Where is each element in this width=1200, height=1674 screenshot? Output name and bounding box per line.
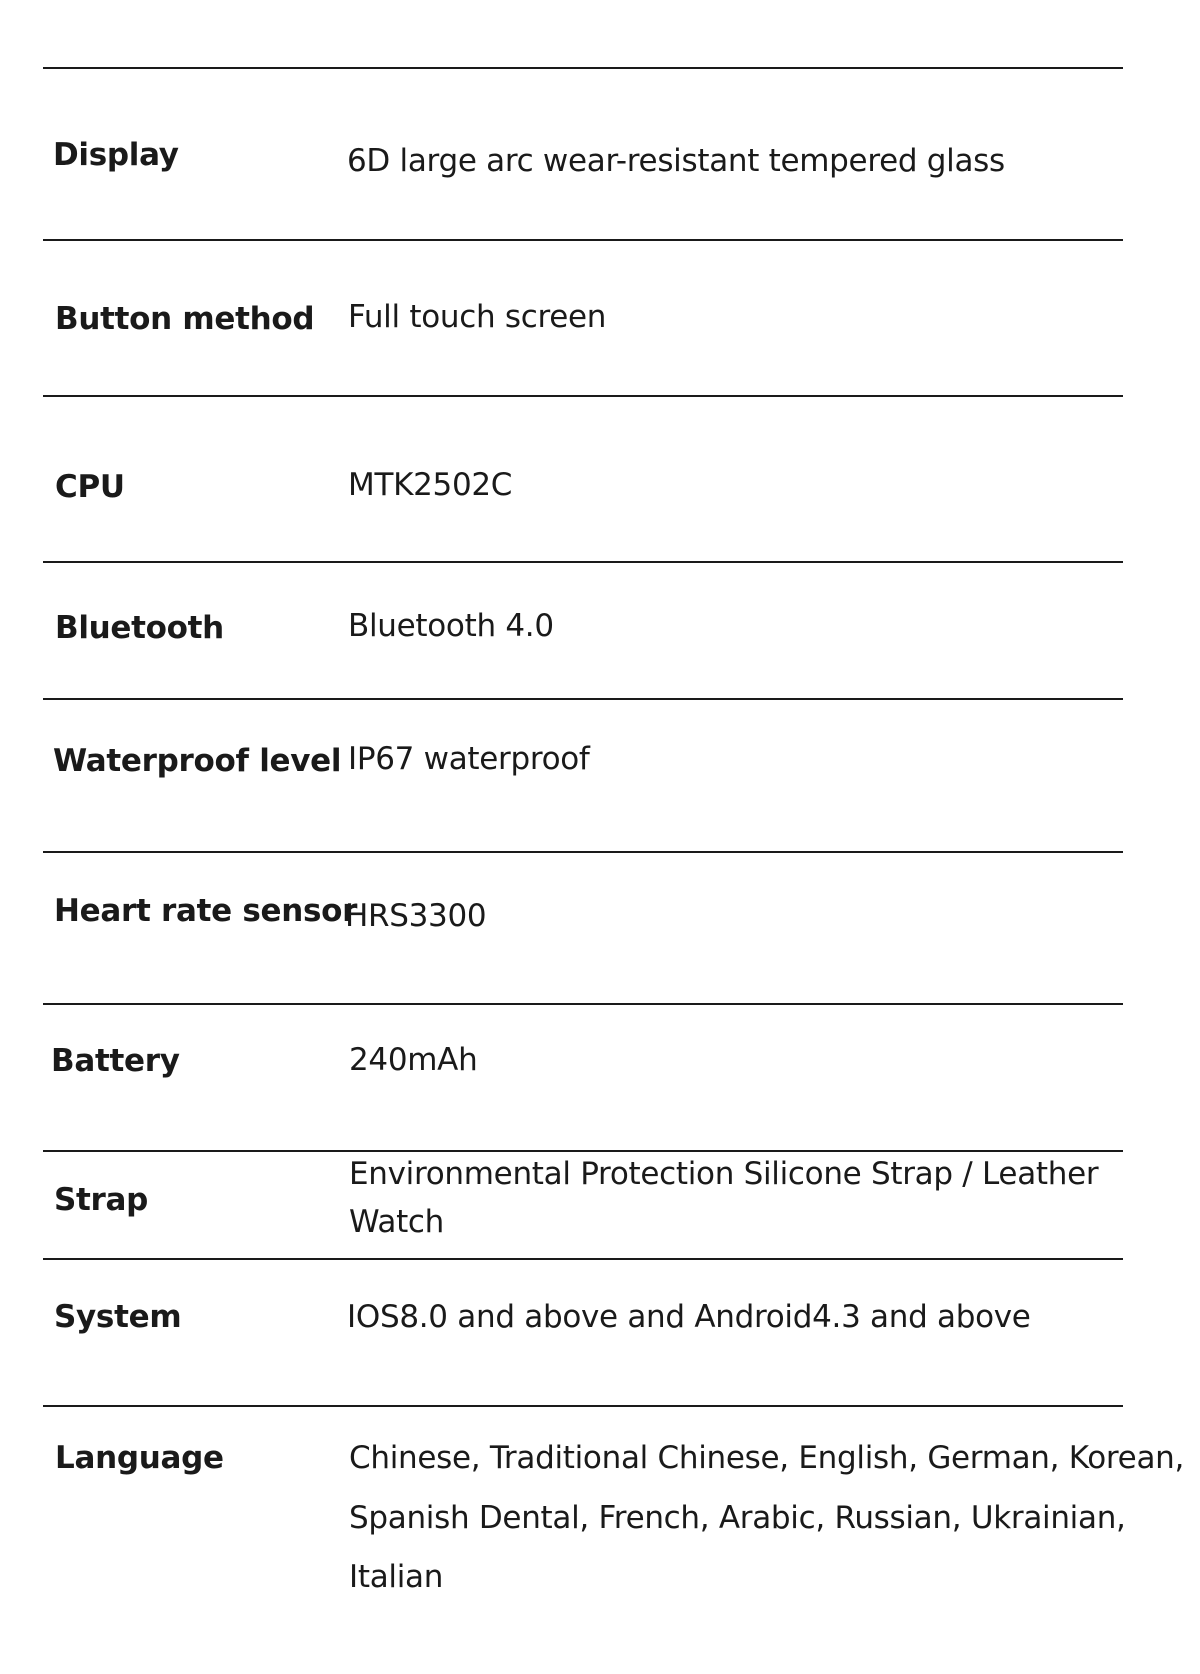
spec-label-heart-rate-sensor: Heart rate sensor bbox=[54, 893, 358, 929]
spec-value-cpu: MTK2502C bbox=[348, 467, 513, 503]
row-divider bbox=[43, 395, 1123, 397]
spec-label-button-method: Button method bbox=[55, 301, 315, 337]
row-divider bbox=[43, 1405, 1123, 1407]
spec-value-system: IOS8.0 and above and Android4.3 and above bbox=[347, 1299, 1031, 1335]
spec-label-language: Language bbox=[55, 1440, 224, 1476]
spec-value-language-line-2: Spanish Dental, French, Arabic, Russian, Ukrainian, bbox=[349, 1500, 1126, 1536]
spec-value-waterproof-level: IP67 waterproof bbox=[348, 741, 590, 777]
row-divider bbox=[43, 1150, 1123, 1152]
spec-value-display: 6D large arc wear-resistant tempered glass bbox=[347, 143, 1005, 179]
spec-value-strap-line-1: Environmental Protection Silicone Strap / Leather bbox=[349, 1156, 1099, 1192]
row-divider bbox=[43, 561, 1123, 563]
row-divider bbox=[43, 1003, 1123, 1005]
spec-value-strap-line-2: Watch bbox=[349, 1204, 445, 1240]
row-divider bbox=[43, 698, 1123, 700]
spec-value-button-method: Full touch screen bbox=[348, 299, 607, 335]
spec-label-display: Display bbox=[53, 137, 179, 173]
spec-label-bluetooth: Bluetooth bbox=[55, 610, 224, 646]
row-divider bbox=[43, 67, 1123, 69]
row-divider bbox=[43, 239, 1123, 241]
spec-value-language-line-3: Italian bbox=[349, 1559, 444, 1595]
row-divider bbox=[43, 851, 1123, 853]
spec-value-bluetooth: Bluetooth 4.0 bbox=[348, 608, 554, 644]
spec-label-battery: Battery bbox=[51, 1043, 180, 1079]
spec-value-battery: 240mAh bbox=[349, 1042, 478, 1078]
spec-label-waterproof-level: Waterproof level bbox=[53, 743, 342, 779]
spec-label-cpu: CPU bbox=[55, 469, 125, 505]
spec-label-strap: Strap bbox=[54, 1182, 149, 1218]
spec-value-language-line-1: Chinese, Traditional Chinese, English, German, Korean, bbox=[349, 1440, 1185, 1476]
row-divider bbox=[43, 1258, 1123, 1260]
spec-value-heart-rate-sensor: HRS3300 bbox=[345, 898, 487, 934]
spec-label-system: System bbox=[54, 1299, 182, 1335]
